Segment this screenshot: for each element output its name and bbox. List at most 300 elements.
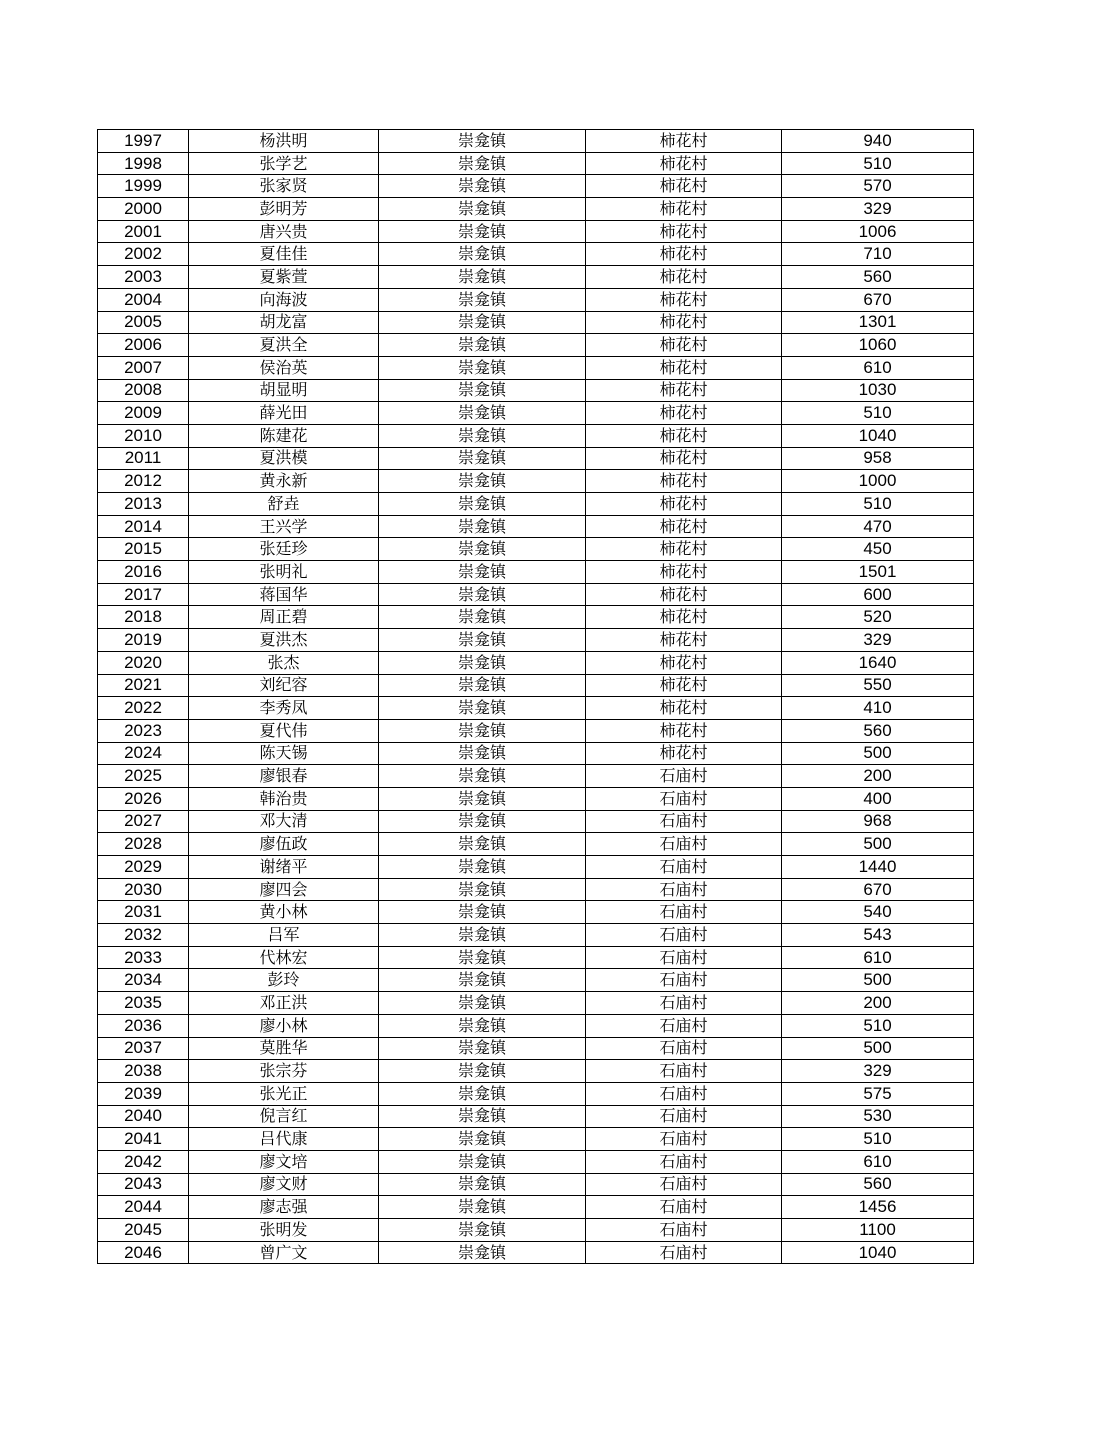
- name-cell: 廖小林: [189, 1014, 379, 1037]
- amount-cell: 560: [782, 1173, 974, 1196]
- table-row: [98, 697, 974, 720]
- row-number-cell: 2000: [98, 198, 189, 221]
- row-number-cell: 2020: [98, 651, 189, 674]
- name-cell: 杨洪明: [189, 130, 379, 153]
- village-cell: 石庙村: [586, 1105, 782, 1128]
- amount-cell: 510: [782, 1014, 974, 1037]
- village-cell: 柿花村: [586, 243, 782, 266]
- row-number-cell: 2001: [98, 220, 189, 243]
- town-cell: 崇龛镇: [379, 175, 586, 198]
- table-row: [98, 606, 974, 629]
- village-cell: 石庙村: [586, 946, 782, 969]
- village-cell: 柿花村: [586, 515, 782, 538]
- row-number-cell: 2043: [98, 1173, 189, 1196]
- table-row: [98, 1219, 974, 1242]
- name-cell: 夏洪杰: [189, 629, 379, 652]
- table-row: [98, 629, 974, 652]
- table-row: [98, 583, 974, 606]
- town-cell: 崇龛镇: [379, 130, 586, 153]
- town-cell: 崇龛镇: [379, 493, 586, 516]
- name-cell: 胡显明: [189, 379, 379, 402]
- name-cell: 舒垚: [189, 493, 379, 516]
- amount-cell: 610: [782, 946, 974, 969]
- row-number-cell: 2027: [98, 810, 189, 833]
- table-row: [98, 765, 974, 788]
- town-cell: 崇龛镇: [379, 1173, 586, 1196]
- name-cell: 侯治英: [189, 356, 379, 379]
- name-cell: 张光正: [189, 1082, 379, 1105]
- amount-cell: 510: [782, 1128, 974, 1151]
- name-cell: 吕军: [189, 924, 379, 947]
- town-cell: 崇龛镇: [379, 583, 586, 606]
- name-cell: 张家贤: [189, 175, 379, 198]
- village-cell: 柿花村: [586, 674, 782, 697]
- table-row: [98, 878, 974, 901]
- town-cell: 崇龛镇: [379, 561, 586, 584]
- row-number-cell: 2039: [98, 1082, 189, 1105]
- amount-cell: 1030: [782, 379, 974, 402]
- table-row: [98, 787, 974, 810]
- table-row: [98, 1196, 974, 1219]
- amount-cell: 1640: [782, 651, 974, 674]
- village-cell: 柿花村: [586, 606, 782, 629]
- amount-cell: 570: [782, 175, 974, 198]
- town-cell: 崇龛镇: [379, 606, 586, 629]
- amount-cell: 1040: [782, 424, 974, 447]
- row-number-cell: 2004: [98, 288, 189, 311]
- name-cell: 夏佳佳: [189, 243, 379, 266]
- village-cell: 石庙村: [586, 924, 782, 947]
- amount-cell: 500: [782, 742, 974, 765]
- amount-cell: 510: [782, 152, 974, 175]
- village-cell: 柿花村: [586, 538, 782, 561]
- data-table: [97, 129, 974, 1264]
- amount-cell: 329: [782, 629, 974, 652]
- amount-cell: 1006: [782, 220, 974, 243]
- row-number-cell: 2037: [98, 1037, 189, 1060]
- town-cell: 崇龛镇: [379, 1128, 586, 1151]
- village-cell: 石庙村: [586, 1173, 782, 1196]
- name-cell: 黄小林: [189, 901, 379, 924]
- table-row: [98, 334, 974, 357]
- amount-cell: 329: [782, 1060, 974, 1083]
- table-row: [98, 198, 974, 221]
- amount-cell: 610: [782, 1150, 974, 1173]
- village-cell: 石庙村: [586, 1060, 782, 1083]
- town-cell: 崇龛镇: [379, 697, 586, 720]
- row-number-cell: 2040: [98, 1105, 189, 1128]
- name-cell: 廖伍政: [189, 833, 379, 856]
- village-cell: 石庙村: [586, 810, 782, 833]
- town-cell: 崇龛镇: [379, 946, 586, 969]
- name-cell: 邓大清: [189, 810, 379, 833]
- village-cell: 柿花村: [586, 311, 782, 334]
- town-cell: 崇龛镇: [379, 901, 586, 924]
- town-cell: 崇龛镇: [379, 1014, 586, 1037]
- amount-cell: 400: [782, 787, 974, 810]
- table-row: [98, 356, 974, 379]
- town-cell: 崇龛镇: [379, 334, 586, 357]
- name-cell: 夏代伟: [189, 719, 379, 742]
- name-cell: 廖文培: [189, 1150, 379, 1173]
- row-number-cell: 2013: [98, 493, 189, 516]
- table-row: [98, 152, 974, 175]
- table-body: [98, 130, 974, 1264]
- name-cell: 谢绪平: [189, 856, 379, 879]
- town-cell: 崇龛镇: [379, 152, 586, 175]
- table-row: [98, 1014, 974, 1037]
- village-cell: 柿花村: [586, 742, 782, 765]
- amount-cell: 610: [782, 356, 974, 379]
- row-number-cell: 2042: [98, 1150, 189, 1173]
- village-cell: 石庙村: [586, 1196, 782, 1219]
- name-cell: 张杰: [189, 651, 379, 674]
- town-cell: 崇龛镇: [379, 243, 586, 266]
- row-number-cell: 2002: [98, 243, 189, 266]
- table-row: [98, 1060, 974, 1083]
- table-row: [98, 470, 974, 493]
- amount-cell: 670: [782, 878, 974, 901]
- row-number-cell: 2033: [98, 946, 189, 969]
- row-number-cell: 2012: [98, 470, 189, 493]
- town-cell: 崇龛镇: [379, 856, 586, 879]
- town-cell: 崇龛镇: [379, 356, 586, 379]
- name-cell: 陈天锡: [189, 742, 379, 765]
- table-row: [98, 742, 974, 765]
- name-cell: 张学艺: [189, 152, 379, 175]
- row-number-cell: 2029: [98, 856, 189, 879]
- town-cell: 崇龛镇: [379, 220, 586, 243]
- town-cell: 崇龛镇: [379, 1196, 586, 1219]
- amount-cell: 200: [782, 992, 974, 1015]
- table-row: [98, 651, 974, 674]
- table-row: [98, 992, 974, 1015]
- village-cell: 石庙村: [586, 1128, 782, 1151]
- village-cell: 柿花村: [586, 152, 782, 175]
- row-number-cell: 2009: [98, 402, 189, 425]
- row-number-cell: 2008: [98, 379, 189, 402]
- town-cell: 崇龛镇: [379, 266, 586, 289]
- row-number-cell: 2023: [98, 719, 189, 742]
- amount-cell: 530: [782, 1105, 974, 1128]
- amount-cell: 1000: [782, 470, 974, 493]
- row-number-cell: 2035: [98, 992, 189, 1015]
- name-cell: 向海波: [189, 288, 379, 311]
- town-cell: 崇龛镇: [379, 833, 586, 856]
- town-cell: 崇龛镇: [379, 515, 586, 538]
- amount-cell: 510: [782, 402, 974, 425]
- row-number-cell: 2024: [98, 742, 189, 765]
- name-cell: 廖志强: [189, 1196, 379, 1219]
- village-cell: 柿花村: [586, 561, 782, 584]
- amount-cell: 543: [782, 924, 974, 947]
- amount-cell: 1501: [782, 561, 974, 584]
- town-cell: 崇龛镇: [379, 402, 586, 425]
- village-cell: 柿花村: [586, 288, 782, 311]
- town-cell: 崇龛镇: [379, 379, 586, 402]
- village-cell: 柿花村: [586, 583, 782, 606]
- amount-cell: 670: [782, 288, 974, 311]
- table-row: [98, 515, 974, 538]
- table-row: [98, 833, 974, 856]
- name-cell: 彭玲: [189, 969, 379, 992]
- town-cell: 崇龛镇: [379, 447, 586, 470]
- town-cell: 崇龛镇: [379, 1105, 586, 1128]
- row-number-cell: 2041: [98, 1128, 189, 1151]
- row-number-cell: 2007: [98, 356, 189, 379]
- name-cell: 张明礼: [189, 561, 379, 584]
- table-row: [98, 243, 974, 266]
- village-cell: 石庙村: [586, 992, 782, 1015]
- village-cell: 柿花村: [586, 629, 782, 652]
- village-cell: 石庙村: [586, 878, 782, 901]
- name-cell: 王兴学: [189, 515, 379, 538]
- amount-cell: 600: [782, 583, 974, 606]
- row-number-cell: 2014: [98, 515, 189, 538]
- village-cell: 柿花村: [586, 697, 782, 720]
- town-cell: 崇龛镇: [379, 629, 586, 652]
- row-number-cell: 2021: [98, 674, 189, 697]
- amount-cell: 410: [782, 697, 974, 720]
- table-row: [98, 1241, 974, 1264]
- amount-cell: 1440: [782, 856, 974, 879]
- row-number-cell: 2031: [98, 901, 189, 924]
- village-cell: 石庙村: [586, 833, 782, 856]
- village-cell: 柿花村: [586, 719, 782, 742]
- village-cell: 柿花村: [586, 424, 782, 447]
- name-cell: 黄永新: [189, 470, 379, 493]
- town-cell: 崇龛镇: [379, 674, 586, 697]
- table-row: [98, 288, 974, 311]
- row-number-cell: 2045: [98, 1219, 189, 1242]
- amount-cell: 500: [782, 969, 974, 992]
- row-number-cell: 1998: [98, 152, 189, 175]
- village-cell: 石庙村: [586, 1219, 782, 1242]
- row-number-cell: 2044: [98, 1196, 189, 1219]
- village-cell: 石庙村: [586, 1037, 782, 1060]
- town-cell: 崇龛镇: [379, 1037, 586, 1060]
- town-cell: 崇龛镇: [379, 787, 586, 810]
- amount-cell: 968: [782, 810, 974, 833]
- row-number-cell: 2025: [98, 765, 189, 788]
- row-number-cell: 2011: [98, 447, 189, 470]
- amount-cell: 500: [782, 1037, 974, 1060]
- name-cell: 张明发: [189, 1219, 379, 1242]
- table-row: [98, 719, 974, 742]
- name-cell: 夏洪模: [189, 447, 379, 470]
- amount-cell: 1040: [782, 1241, 974, 1264]
- name-cell: 唐兴贵: [189, 220, 379, 243]
- row-number-cell: 1999: [98, 175, 189, 198]
- village-cell: 石庙村: [586, 787, 782, 810]
- village-cell: 石庙村: [586, 1082, 782, 1105]
- village-cell: 柿花村: [586, 379, 782, 402]
- town-cell: 崇龛镇: [379, 765, 586, 788]
- row-number-cell: 2038: [98, 1060, 189, 1083]
- name-cell: 张宗芬: [189, 1060, 379, 1083]
- table-row: [98, 220, 974, 243]
- table-row: [98, 674, 974, 697]
- town-cell: 崇龛镇: [379, 878, 586, 901]
- name-cell: 胡龙富: [189, 311, 379, 334]
- row-number-cell: 2006: [98, 334, 189, 357]
- table-row: [98, 175, 974, 198]
- table-row: [98, 1105, 974, 1128]
- amount-cell: 940: [782, 130, 974, 153]
- name-cell: 莫胜华: [189, 1037, 379, 1060]
- name-cell: 韩治贵: [189, 787, 379, 810]
- amount-cell: 1060: [782, 334, 974, 357]
- village-cell: 石庙村: [586, 856, 782, 879]
- table-row: [98, 402, 974, 425]
- row-number-cell: 2016: [98, 561, 189, 584]
- amount-cell: 200: [782, 765, 974, 788]
- row-number-cell: 2010: [98, 424, 189, 447]
- table-row: [98, 946, 974, 969]
- table-row: [98, 1150, 974, 1173]
- town-cell: 崇龛镇: [379, 1241, 586, 1264]
- row-number-cell: 2034: [98, 969, 189, 992]
- name-cell: 曾广文: [189, 1241, 379, 1264]
- amount-cell: 560: [782, 266, 974, 289]
- table-row: [98, 130, 974, 153]
- town-cell: 崇龛镇: [379, 470, 586, 493]
- amount-cell: 550: [782, 674, 974, 697]
- row-number-cell: 2017: [98, 583, 189, 606]
- row-number-cell: 2032: [98, 924, 189, 947]
- name-cell: 廖文财: [189, 1173, 379, 1196]
- name-cell: 薛光田: [189, 402, 379, 425]
- table-row: [98, 1037, 974, 1060]
- name-cell: 倪言红: [189, 1105, 379, 1128]
- town-cell: 崇龛镇: [379, 924, 586, 947]
- row-number-cell: 1997: [98, 130, 189, 153]
- table-row: [98, 969, 974, 992]
- village-cell: 柿花村: [586, 447, 782, 470]
- name-cell: 彭明芳: [189, 198, 379, 221]
- name-cell: 吕代康: [189, 1128, 379, 1151]
- table-row: [98, 901, 974, 924]
- amount-cell: 1456: [782, 1196, 974, 1219]
- town-cell: 崇龛镇: [379, 651, 586, 674]
- name-cell: 刘纪容: [189, 674, 379, 697]
- table-row: [98, 266, 974, 289]
- town-cell: 崇龛镇: [379, 992, 586, 1015]
- village-cell: 柿花村: [586, 493, 782, 516]
- amount-cell: 1301: [782, 311, 974, 334]
- row-number-cell: 2018: [98, 606, 189, 629]
- table-row: [98, 311, 974, 334]
- name-cell: 廖四会: [189, 878, 379, 901]
- village-cell: 柿花村: [586, 266, 782, 289]
- name-cell: 代林宏: [189, 946, 379, 969]
- amount-cell: 470: [782, 515, 974, 538]
- village-cell: 石庙村: [586, 1014, 782, 1037]
- name-cell: 周正碧: [189, 606, 379, 629]
- village-cell: 柿花村: [586, 470, 782, 493]
- amount-cell: 560: [782, 719, 974, 742]
- row-number-cell: 2003: [98, 266, 189, 289]
- amount-cell: 1100: [782, 1219, 974, 1242]
- name-cell: 张廷珍: [189, 538, 379, 561]
- town-cell: 崇龛镇: [379, 1082, 586, 1105]
- town-cell: 崇龛镇: [379, 1060, 586, 1083]
- amount-cell: 540: [782, 901, 974, 924]
- row-number-cell: 2030: [98, 878, 189, 901]
- village-cell: 柿花村: [586, 130, 782, 153]
- table-row: [98, 379, 974, 402]
- table-row: [98, 493, 974, 516]
- row-number-cell: 2022: [98, 697, 189, 720]
- village-cell: 柿花村: [586, 356, 782, 379]
- amount-cell: 520: [782, 606, 974, 629]
- village-cell: 柿花村: [586, 402, 782, 425]
- table-row: [98, 424, 974, 447]
- row-number-cell: 2005: [98, 311, 189, 334]
- row-number-cell: 2026: [98, 787, 189, 810]
- name-cell: 廖银春: [189, 765, 379, 788]
- table-row: [98, 1082, 974, 1105]
- amount-cell: 510: [782, 493, 974, 516]
- amount-cell: 329: [782, 198, 974, 221]
- town-cell: 崇龛镇: [379, 538, 586, 561]
- table-row: [98, 561, 974, 584]
- town-cell: 崇龛镇: [379, 1219, 586, 1242]
- village-cell: 石庙村: [586, 1241, 782, 1264]
- amount-cell: 500: [782, 833, 974, 856]
- name-cell: 夏紫萱: [189, 266, 379, 289]
- name-cell: 邓正洪: [189, 992, 379, 1015]
- amount-cell: 575: [782, 1082, 974, 1105]
- table-row: [98, 1173, 974, 1196]
- town-cell: 崇龛镇: [379, 198, 586, 221]
- town-cell: 崇龛镇: [379, 969, 586, 992]
- table-row: [98, 538, 974, 561]
- row-number-cell: 2019: [98, 629, 189, 652]
- village-cell: 柿花村: [586, 198, 782, 221]
- town-cell: 崇龛镇: [379, 742, 586, 765]
- table-row: [98, 1128, 974, 1151]
- name-cell: 李秀凤: [189, 697, 379, 720]
- village-cell: 柿花村: [586, 175, 782, 198]
- name-cell: 夏洪全: [189, 334, 379, 357]
- table-row: [98, 447, 974, 470]
- row-number-cell: 2036: [98, 1014, 189, 1037]
- table-row: [98, 924, 974, 947]
- village-cell: 石庙村: [586, 1150, 782, 1173]
- village-cell: 柿花村: [586, 651, 782, 674]
- town-cell: 崇龛镇: [379, 288, 586, 311]
- town-cell: 崇龛镇: [379, 1150, 586, 1173]
- town-cell: 崇龛镇: [379, 719, 586, 742]
- name-cell: 蒋国华: [189, 583, 379, 606]
- village-cell: 柿花村: [586, 220, 782, 243]
- row-number-cell: 2046: [98, 1241, 189, 1264]
- town-cell: 崇龛镇: [379, 810, 586, 833]
- name-cell: 陈建花: [189, 424, 379, 447]
- amount-cell: 958: [782, 447, 974, 470]
- village-cell: 石庙村: [586, 969, 782, 992]
- row-number-cell: 2015: [98, 538, 189, 561]
- town-cell: 崇龛镇: [379, 311, 586, 334]
- row-number-cell: 2028: [98, 833, 189, 856]
- village-cell: 柿花村: [586, 334, 782, 357]
- table-row: [98, 856, 974, 879]
- amount-cell: 710: [782, 243, 974, 266]
- village-cell: 石庙村: [586, 901, 782, 924]
- town-cell: 崇龛镇: [379, 424, 586, 447]
- village-cell: 石庙村: [586, 765, 782, 788]
